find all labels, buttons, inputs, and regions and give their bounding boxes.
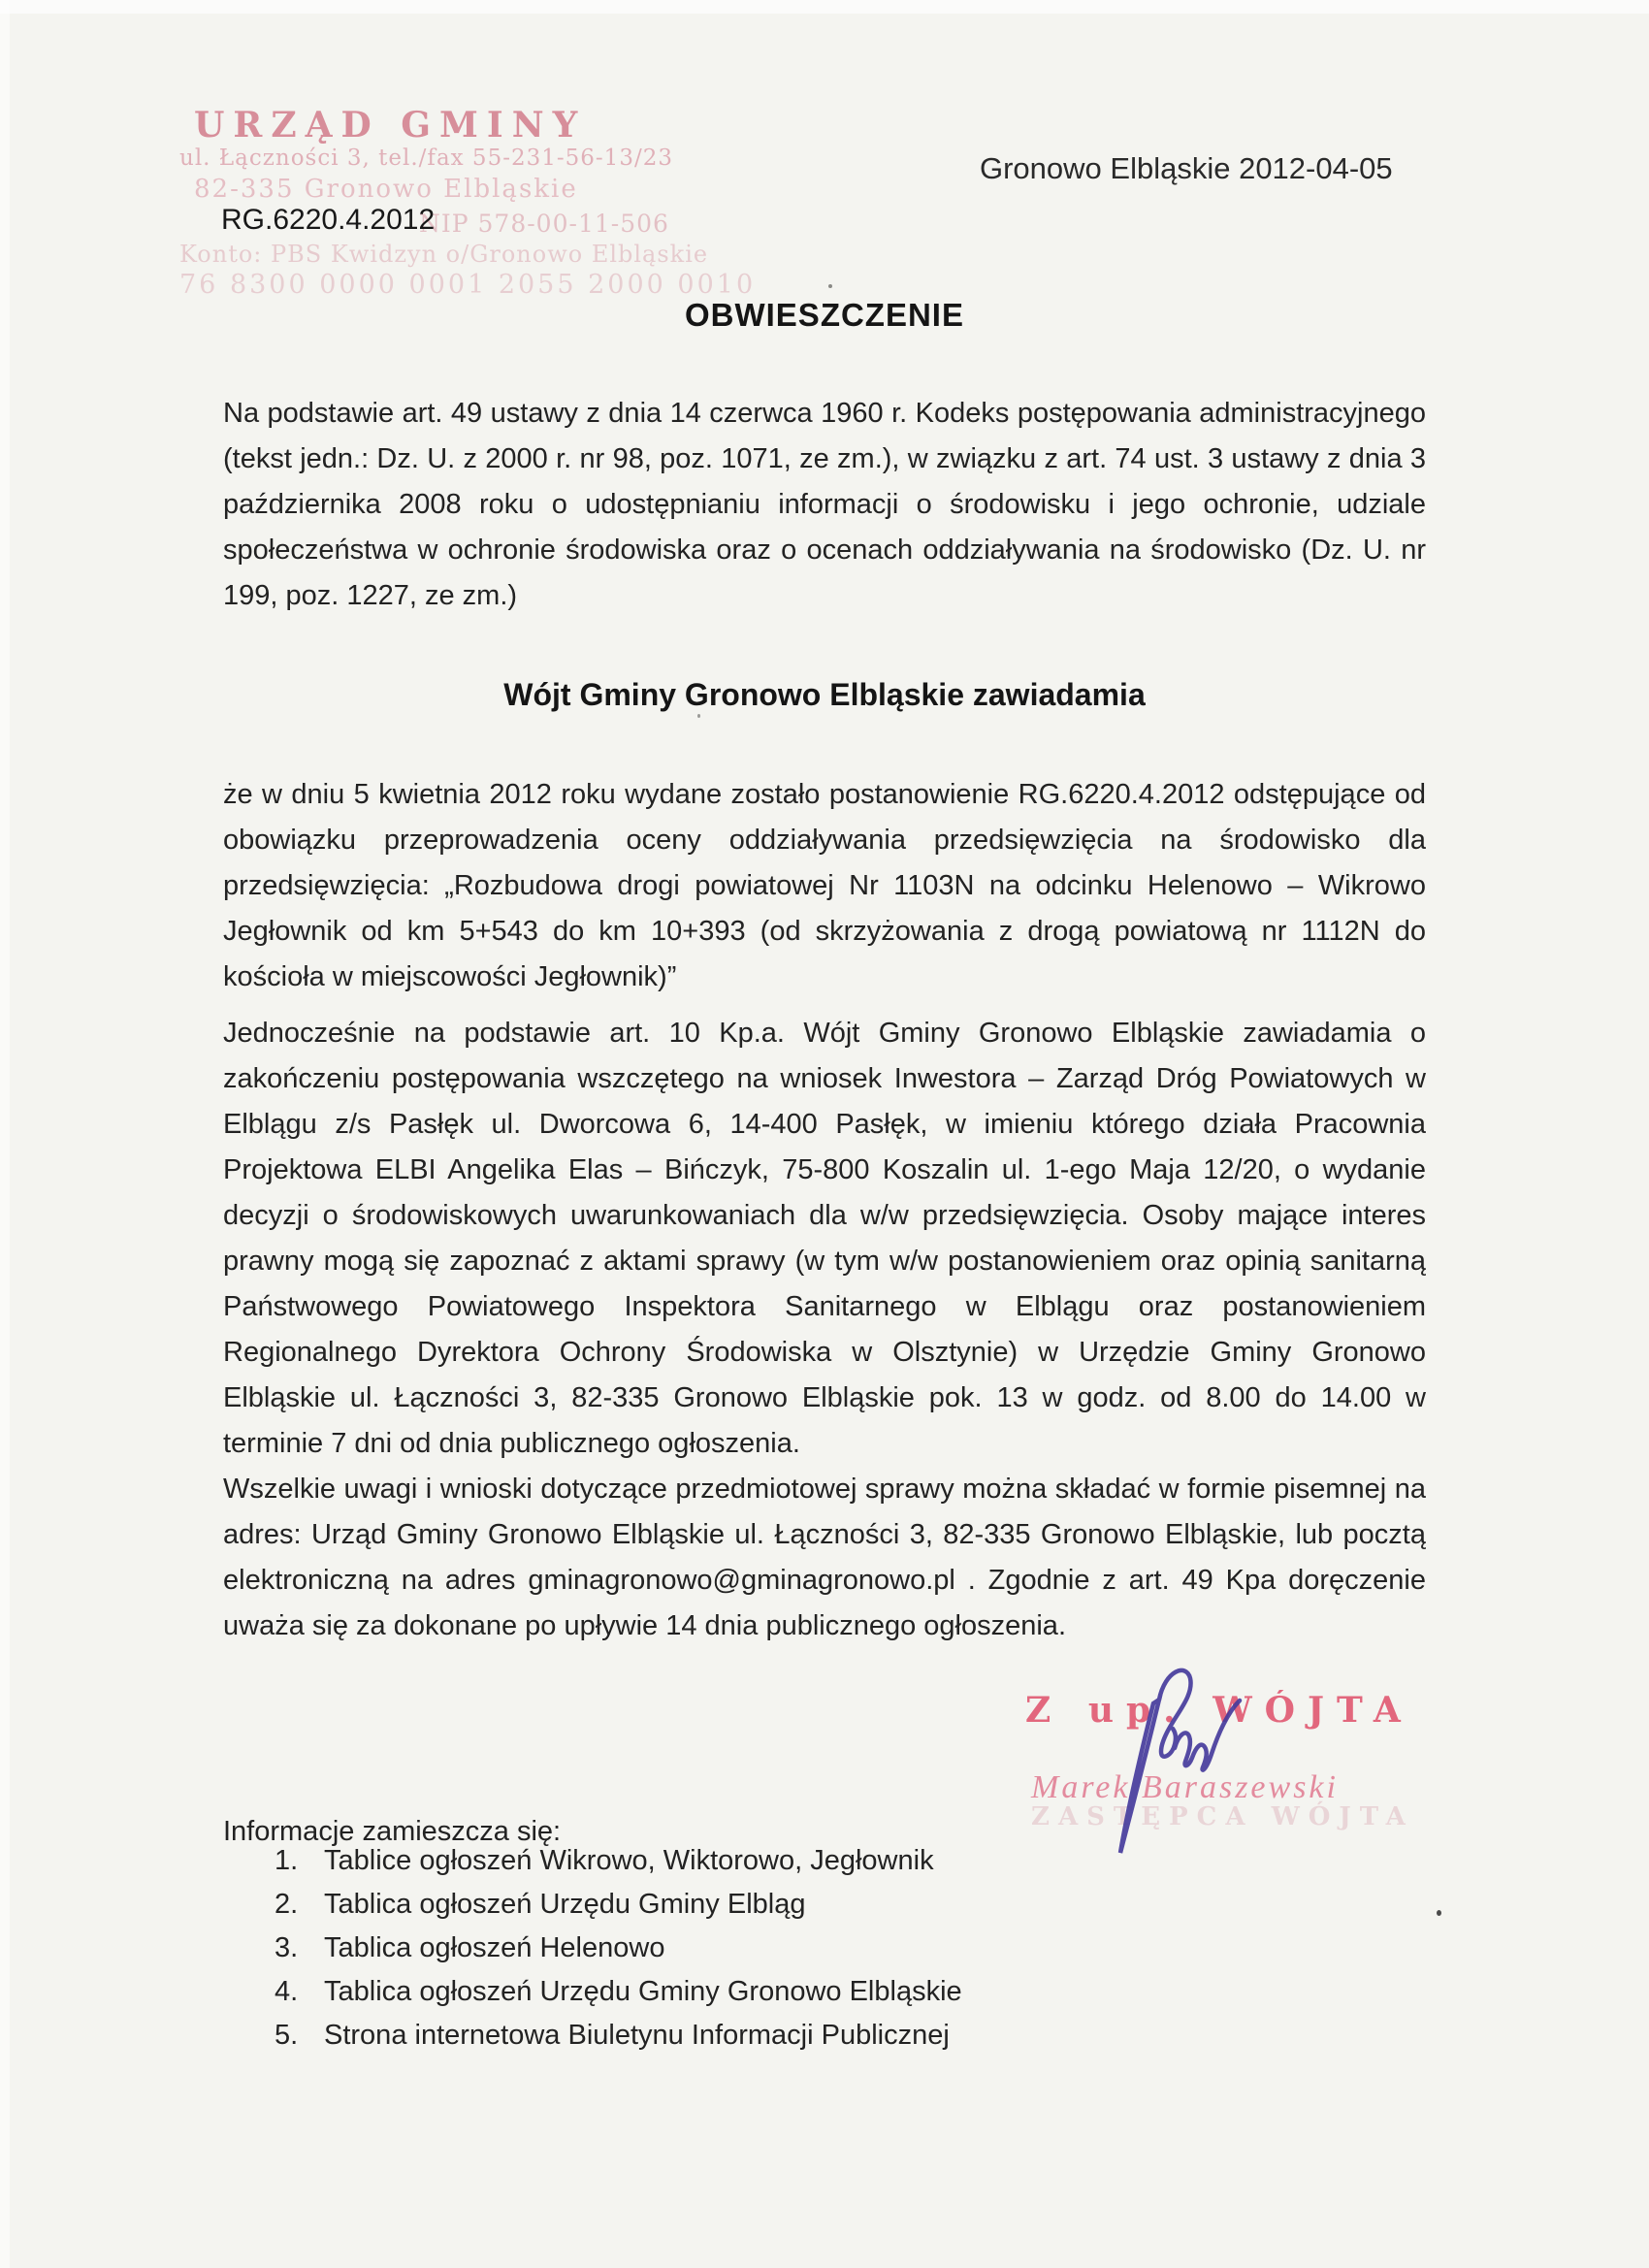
decision-paragraph: że w dniu 5 kwietnia 2012 roku wydane zostało postanowienie RG.6220.4.2012 odstępujące od obowiązku przeprowadzenia oceny oddziaływania przedsięwzięcia na środowisko dla przedsięwzięcia: „Rozbudowa drogi powiatowej Nr 1103N na odcinku Helenowo – Wikrowo Jegłownik od km 5+543 do km 10+393 (od skrzyżowania z drogą powiatową nr 1112N do kościoła w miejscowości Jegłownik)”	[223, 779, 1426, 992]
list-item-label: Strona internetowa Biuletynu Informacji Publicznej	[324, 2020, 950, 2051]
office-stamp-nip: NIP 578-00-11-506	[419, 210, 669, 238]
office-stamp-address: ul. Łączności 3, tel./fax 55-231-56-13/23	[179, 146, 673, 171]
reference-number: RG.6220.4.2012	[221, 204, 436, 236]
document-subtitle: Wójt Gminy Gronowo Elbląskie zawiadamia	[503, 677, 1146, 712]
list-item-label: Tablica ogłoszeń Helenowo	[324, 1932, 665, 1963]
legal-basis-paragraph: Na podstawie art. 49 ustawy z dnia 14 czerwca 1960 r. Kodeks postępowania administracyjnego (tekst jedn.: Dz. U. z 2000 r. nr 98, poz. 1071, ze zm.), w związku z art. 74 ust. 3 ustawy z dnia 3 października 2008 roku o udostępnianiu informacji o środowisku i jego ochronie, udziale społeczeństwa w ochronie środowiska oraz o ocenach oddziaływania na środowisko (Dz. U. nr 199, poz. 1227, ze zm.)	[223, 398, 1426, 611]
proceedings-paragraph: Jednocześnie na podstawie art. 10 Kp.a. Wójt Gminy Gronowo Elbląskie zawiadamia o zakończeniu postępowania wszczętego na wniosek Inwestora – Zarząd Dróg Powiatowych w Elblągu z/s Pasłęk ul. Dworcowa 6, 14-400 Pasłęk, w imieniu którego działa Pracownia Projektowa ELBI Angelika Elas – Bińczyk, 75-800 Koszalin ul. 1-ego Maja 12/20, o wydanie decyzji o środowiskowych uwarunkowaniach dla w/w przedsięwzięcia. Osoby mające interes prawny mogą się zapoznać z aktami sprawy (w tym w/w postanowieniem oraz opinią sanitarną Państwowego Powiatowego Inspektora Sanitarnego w Elblągu oraz postanowieniem Regionalnego Dyrektora Ochrony Środowiska w Olsztynie) w Urzędzie Gminy Gronowo Elbląskie ul. Łączności 3, 82-335 Gronowo Elbląskie pok. 13 w godz. od 8.00 do 14.00 w terminie 7 dni od dnia publicznego ogłoszenia.	[223, 1018, 1426, 1459]
place-and-date: Gronowo Elbląskie 2012-04-05	[980, 151, 1393, 185]
list-item	[275, 1883, 962, 1927]
office-stamp-name: URZĄD GMINY	[194, 105, 587, 146]
document-title: OBWIESZCZENIE	[684, 297, 964, 333]
scan-speck	[697, 714, 700, 718]
proceedings-section	[223, 1011, 1426, 1649]
handwritten-signature	[1082, 1661, 1256, 1860]
signer-name-stamp: Marek Baraszewski	[1031, 1769, 1339, 1805]
remarks-paragraph: Wszelkie uwagi i wnioski dotyczące przedmiotowej sprawy można składać w formie pisemnej na adres: Urząd Gminy Gronowo Elbląskie ul. Łączności 3, 82-335 Gronowo Elbląskie, lub pocztą elektroniczną na adres gminagronowo@gminagronowo.pl . Zgodnie z art. 49 Kpa doręczenie uważa się za dokonane po upływie 14 dnia publicznego ogłoszenia.	[223, 1474, 1426, 1641]
list-item	[275, 1927, 962, 1970]
office-stamp-city: 82-335 Gronowo Elbląskie	[194, 175, 578, 204]
list-item-label: Tablica ogłoszeń Urzędu Gminy Gronowo Elbląskie	[324, 1976, 962, 2007]
scanner-edge-left	[0, 0, 10, 2268]
scanner-edge-top	[0, 0, 1649, 14]
authorization-stamp: Z up. WÓJTA	[1025, 1690, 1413, 1731]
office-stamp-account-number: 76 8300 0000 0001 2055 2000 0010	[179, 270, 757, 300]
list-item	[275, 1970, 962, 2014]
list-item-label: Tablice ogłoszeń Wikrowo, Wiktorowo, Jegłownik	[324, 1845, 934, 1876]
list-item-label: Tablica ogłoszeń Urzędu Gminy Elbląg	[324, 1889, 806, 1920]
scan-speck	[828, 284, 832, 288]
list-item	[275, 1839, 962, 1883]
footer-list-header: Informacje zamieszcza się:	[223, 1816, 562, 1847]
office-stamp-account-name: Konto: PBS Kwidzyn o/Gronowo Elbląskie	[179, 241, 709, 268]
scan-speck	[1437, 1910, 1441, 1916]
publication-locations-list	[275, 1839, 962, 2057]
signer-position-stamp: ZASTĘPCA WÓJTA	[1031, 1802, 1414, 1831]
list-item	[275, 2014, 962, 2057]
